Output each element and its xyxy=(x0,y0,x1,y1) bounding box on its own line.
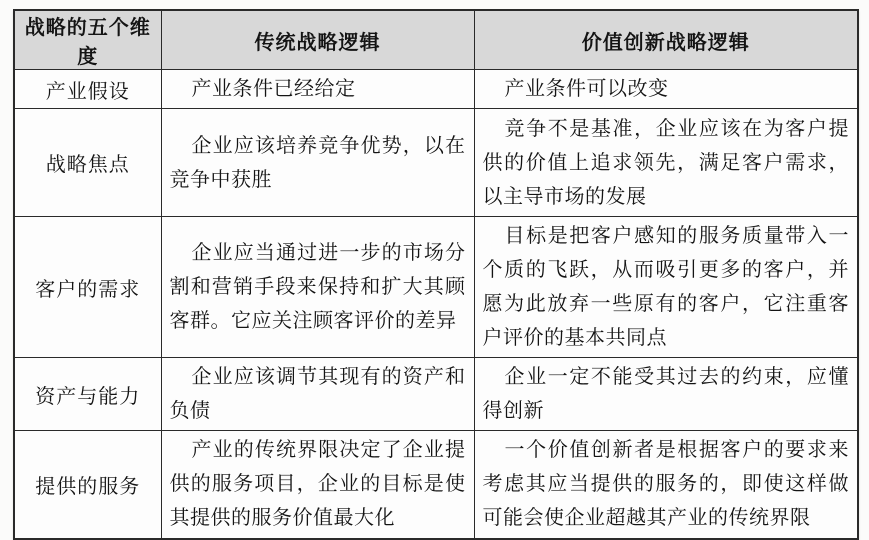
cell-text: 企业一定不能受其过去的约束，应懂得创新 xyxy=(482,366,849,422)
dimension-label: 产业假设 xyxy=(14,70,161,109)
cell-text: 企业应当通过进一步的市场分割和营销手段来保持和扩大其顾客群。它应关注顾客评价的差异 xyxy=(169,242,466,332)
dimension-label: 战略焦点 xyxy=(14,109,161,217)
table-row-services-offered xyxy=(14,431,858,539)
traditional-logic-cell xyxy=(161,217,474,358)
table-row-strategic-focus xyxy=(14,109,858,217)
table-header-row xyxy=(14,10,858,70)
cell-text: 竞争不是基准，企业应该在为客户提供的价值上追求领先，满足客户需求，以主导市场的发展 xyxy=(482,117,849,208)
traditional-logic-cell xyxy=(161,109,474,217)
dimension-label: 资产与能力 xyxy=(14,358,161,431)
table-row-assets-capabilities xyxy=(14,358,858,431)
cell-text: 企业应该培养竞争优势，以在竞争中获胜 xyxy=(169,134,466,191)
value-innovation-cell xyxy=(474,358,858,431)
table-row-industry-assumption xyxy=(14,70,858,109)
header-cell-traditional-logic: 传统战略逻辑 xyxy=(161,10,474,70)
table-row-customer-needs xyxy=(14,217,858,358)
traditional-logic-cell xyxy=(161,70,474,109)
cell-text: 产业条件可以改变 xyxy=(504,78,669,100)
strategy-comparison-table xyxy=(13,9,859,540)
header-cell-dimensions: 战略的五个维度 xyxy=(14,10,161,70)
cell-text: 企业应该调节其现有的资产和负债 xyxy=(169,366,466,422)
cell-text: 一个价值创新者是根据客户的要求来考虑其应当提供的服务的，即使这样做可能会使企业超越其产业的传统界限 xyxy=(482,439,849,530)
value-innovation-cell xyxy=(474,70,858,109)
cell-text: 产业的传统界限决定了企业提供的服务项目，企业的目标是使其提供的服务价值最大化 xyxy=(169,439,466,530)
value-innovation-cell xyxy=(474,431,858,539)
cell-text: 产业条件已经给定 xyxy=(191,78,356,100)
header-cell-value-innovation-logic: 价值创新战略逻辑 xyxy=(474,10,858,70)
dimension-label: 提供的服务 xyxy=(14,431,161,539)
dimension-label: 客户的需求 xyxy=(14,217,161,358)
value-innovation-cell xyxy=(474,109,858,217)
value-innovation-cell xyxy=(474,217,858,358)
traditional-logic-cell xyxy=(161,358,474,431)
cell-text: 目标是把客户感知的服务质量带入一个质的飞跃，从而吸引更多的客户，并愿为此放弃一些原有的客户，它注重客户评价的基本共同点 xyxy=(482,225,849,349)
traditional-logic-cell xyxy=(161,431,474,539)
